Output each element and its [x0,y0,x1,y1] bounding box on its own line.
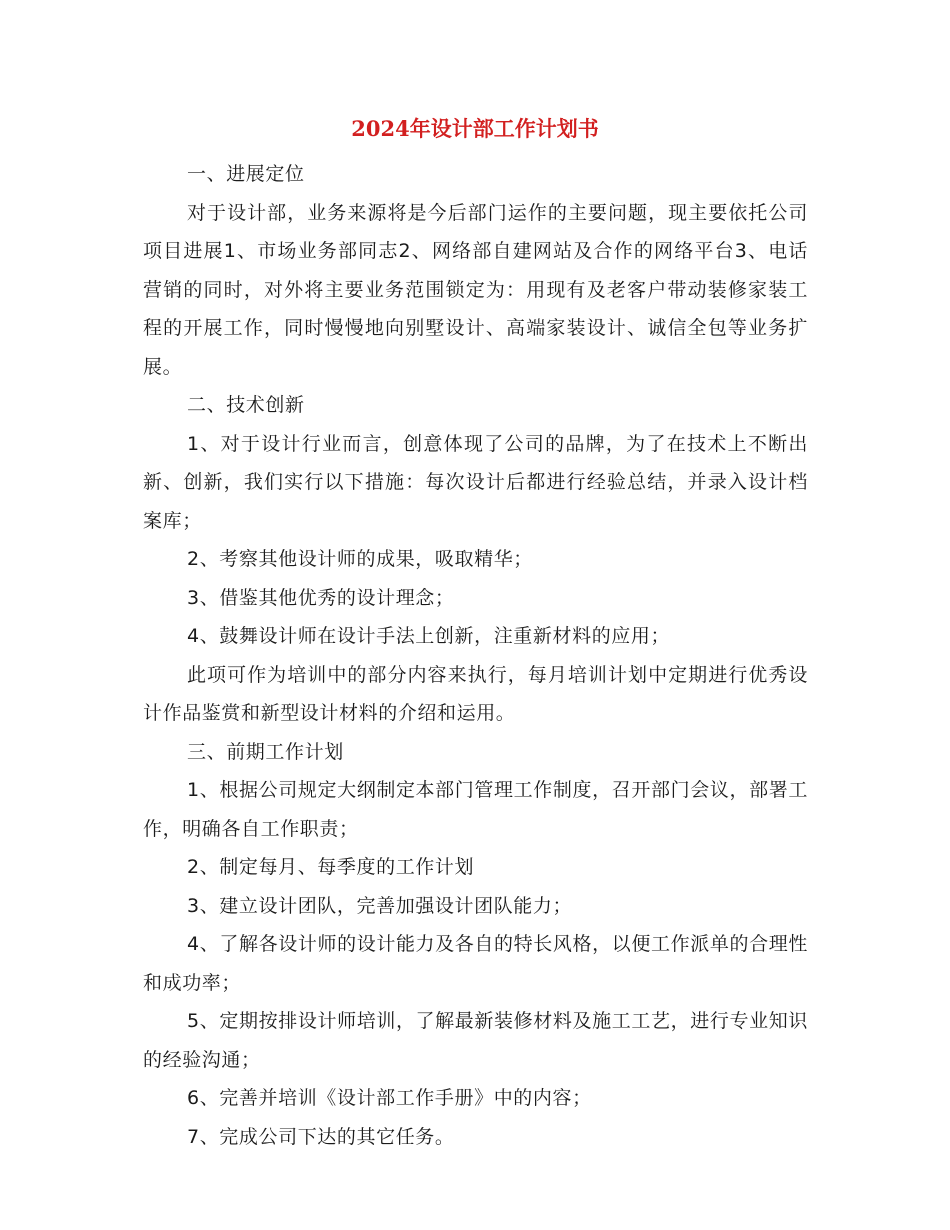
list-item-innovation-1: 1、对于设计行业而言，创意体现了公司的品牌，为了在技术上不断出新、创新，我们实行以下措施：每次设计后都进行经验总结，并录入设计档案库； [143,432,808,532]
document-title: 2024年设计部工作计划书 [351,116,599,141]
section-heading-innovation: 二、技术创新 [187,394,305,416]
list-item-plan-6: 6、完善并培训《设计部工作手册》中的内容； [187,1087,592,1109]
document-body [143,155,808,1156]
list-item-innovation-4: 4、鼓舞设计师在设计手法上创新，注重新材料的应用； [187,625,671,647]
list-item-plan-2: 2、制定每月、每季度的工作计划 [187,856,475,878]
list-item-plan-4: 4、了解各设计师的设计能力及各自的特长风格，以便工作派单的合理性和成功率； [143,933,808,994]
list-item-innovation-3: 3、借鉴其他优秀的设计理念； [187,586,455,609]
paragraph-positioning: 对于设计部，业务来源将是今后部门运作的主要问题，现主要依托公司项目进展1、市场业务部同志2、网络部自建网站及合作的网络平台3、电话营销的同时，对外将主要业务范围锁定为：用现有及老客户带动装修家装工程的开展工作，同时慢慢地向别墅设计、高端家装设计、诚信全包等业务扩展。 [143,201,808,378]
list-item-innovation-2: 2、考察其他设计师的成果，吸取精华； [187,548,533,570]
section-heading-plan: 三、前期工作计划 [187,740,344,763]
paragraph-training-note: 此项可作为培训中的部分内容来执行，每月培训计划中定期进行优秀设计作品鉴赏和新型设计材料的介绍和运用。 [143,663,808,724]
section-heading-positioning: 一、进展定位 [187,163,305,185]
list-item-plan-5: 5、定期按排设计师培训，了解最新装修材料及施工工艺，进行专业知识的经验沟通； [143,1010,808,1071]
list-item-plan-7: 7、完成公司下达的其它任务。 [187,1125,455,1148]
list-item-plan-1: 1、根据公司规定大纲制定本部门管理工作制度，召开部门会议，部署工作，明确各自工作职责； [143,779,808,840]
list-item-plan-3: 3、建立设计团队，完善加强设计团队能力； [187,894,573,917]
